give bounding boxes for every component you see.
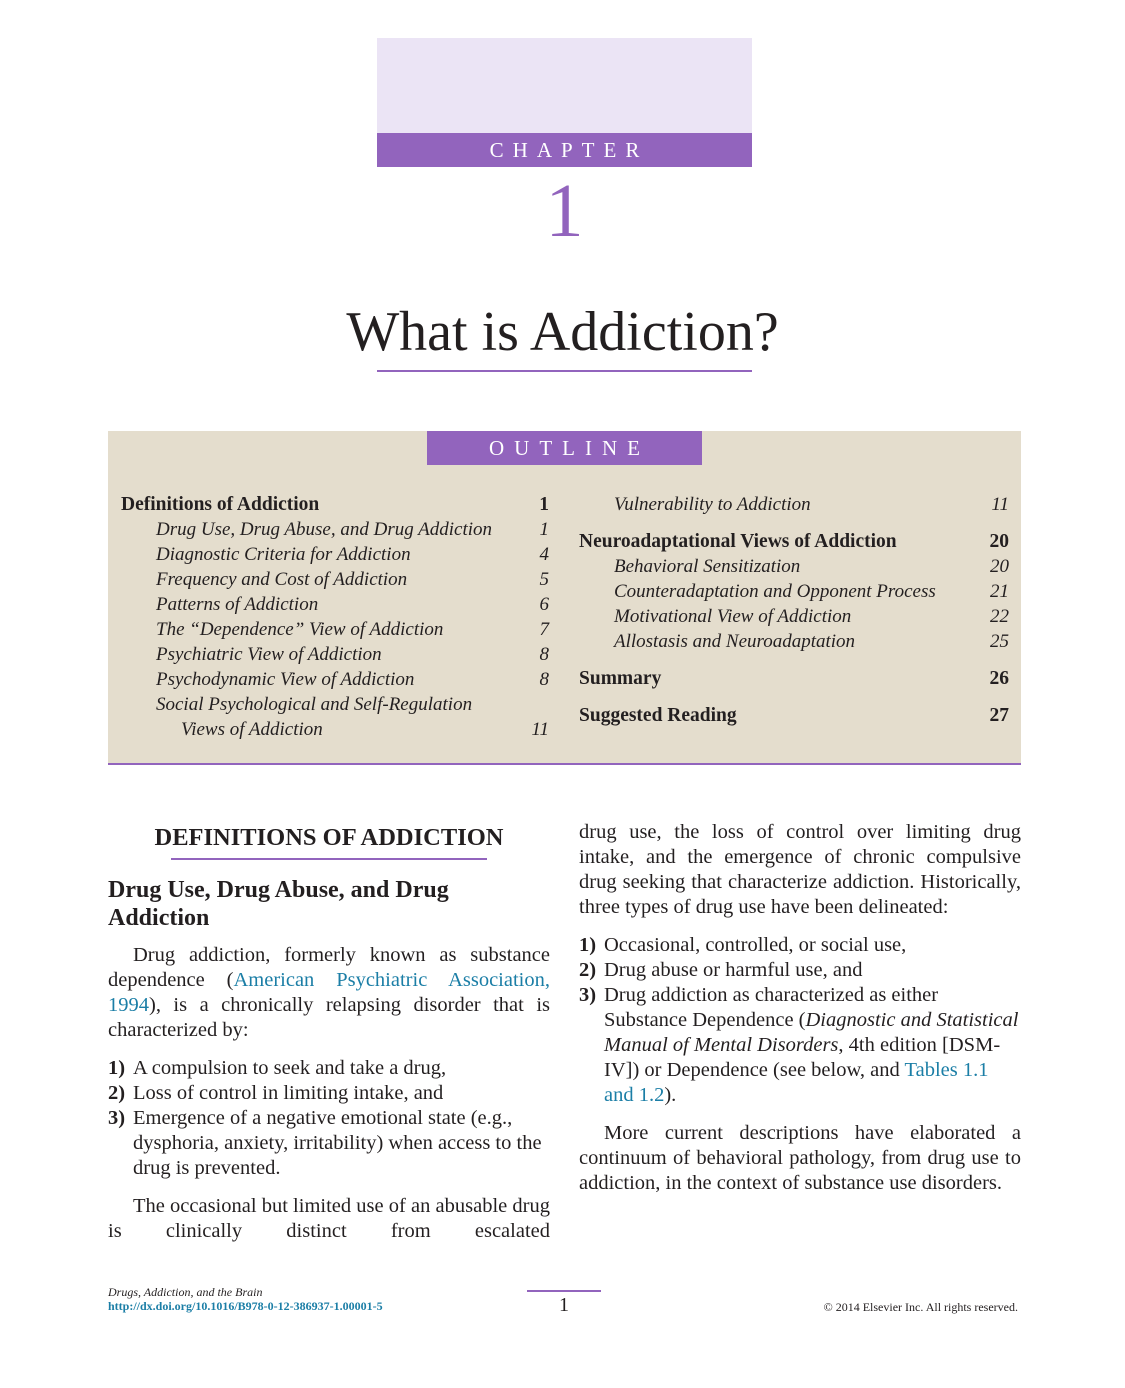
outline-entry[interactable] — [579, 668, 1009, 693]
list-item — [579, 983, 1021, 1108]
outline-entry-title: Vulnerability to Addiction — [614, 494, 811, 515]
outline-entry[interactable] — [121, 519, 549, 544]
paragraph-1-end: ), is a chronically relapsing disorder that is characterized by: — [108, 994, 550, 1041]
outline-entry-page: 8 — [539, 644, 549, 665]
list-item — [108, 1056, 550, 1081]
paragraph-1-text: Drug addiction, formerly known as substance dependence ( — [108, 944, 550, 991]
tables-link[interactable]: Tables 1.1 and 1.2 — [604, 1059, 989, 1106]
body-right-column — [579, 820, 1021, 1209]
outline-entry[interactable] — [121, 669, 549, 694]
list-number: 2) — [108, 1082, 126, 1104]
doi-link[interactable]: http://dx.doi.org/10.1016/B978-0-12-386937-1.00001-5 — [108, 1299, 383, 1313]
outline-entry-page: 8 — [539, 669, 549, 690]
book-title: Drugs, Addiction, and the Brain — [108, 1285, 263, 1299]
outline-entry-page: 20 — [990, 556, 1009, 577]
outline-entry-page: 20 — [989, 531, 1009, 552]
section-rule — [171, 858, 487, 860]
list-item-text: Occasional, controlled, or social use, — [604, 934, 907, 956]
outline-entry[interactable] — [121, 694, 549, 719]
citation-link[interactable]: American Psychiatric Association, 1994 — [108, 969, 550, 1016]
outline-entry[interactable] — [579, 705, 1009, 730]
list-item — [108, 1081, 550, 1106]
criteria-list — [108, 1056, 550, 1181]
list-number: 1) — [579, 934, 597, 956]
list-item-text-cont: , 4th edition [DSM-IV]) or Dependence (see below, and — [604, 1034, 1001, 1081]
outline-entry-page: 25 — [990, 631, 1009, 652]
outline-entry[interactable] — [579, 494, 1009, 519]
outline-label: OUTLINE — [427, 431, 702, 465]
outline-entry-page: 11 — [531, 719, 549, 740]
outline-entry-page: 21 — [990, 581, 1009, 602]
outline-entry-title: Behavioral Sensitization — [614, 556, 801, 577]
outline-entry-title: Frequency and Cost of Addiction — [156, 569, 408, 590]
outline-entry[interactable] — [579, 606, 1009, 631]
paragraph-1 — [108, 943, 550, 1043]
subsection-heading: Drug Use, Drug Abuse, and Drug Addiction — [108, 877, 449, 931]
list-item-text: Loss of control in limiting intake, and — [133, 1082, 444, 1104]
outline-entry-title: Summary — [579, 668, 662, 689]
chapter-title: What is Addiction? — [346, 301, 779, 363]
outline-entry-page: 26 — [989, 668, 1009, 689]
list-number: 3) — [579, 984, 597, 1006]
outline-left-column — [121, 494, 549, 744]
outline-entry-page: 11 — [991, 494, 1009, 515]
outline-entry[interactable] — [121, 544, 549, 569]
outline-entry[interactable] — [121, 619, 549, 644]
outline-entry[interactable] — [121, 594, 549, 619]
outline-entry-title: Psychodynamic View of Addiction — [156, 669, 415, 690]
outline-entry-page: 1 — [539, 494, 549, 515]
outline-entry-page: 6 — [539, 594, 549, 615]
chapter-label: CHAPTER — [377, 133, 752, 167]
list-number: 3) — [108, 1107, 126, 1129]
list-number: 1) — [108, 1057, 126, 1079]
list-item-text: Drug addiction as characterized as either Substance Dependence ( — [604, 984, 939, 1031]
outline-entry-page: 5 — [539, 569, 549, 590]
outline-entry[interactable] — [579, 581, 1009, 606]
outline-entry-title: Drug Use, Drug Abuse, and Drug Addiction — [156, 519, 493, 540]
chapter-header-box — [377, 38, 752, 133]
outline-box — [108, 431, 1021, 765]
outline-entry-title: The “Dependence” View of Addiction — [156, 619, 444, 640]
section-heading: DEFINITIONS OF ADDICTION — [154, 824, 504, 851]
paragraph-2-part-2: drug use, the loss of control over limiting drug intake, and the emergence of chronic compulsive drug seeking that characterize addiction. Historically, three types of drug use have been delineated: — [579, 821, 1021, 918]
outline-entry[interactable] — [579, 631, 1009, 656]
outline-entry-title: Psychiatric View of Addiction — [156, 644, 382, 665]
outline-entry-page: 1 — [539, 519, 549, 540]
outline-entry[interactable] — [579, 531, 1009, 556]
list-item — [108, 1106, 550, 1181]
outline-entry[interactable] — [121, 719, 549, 744]
outline-entry-title: Neuroadaptational Views of Addiction — [579, 531, 897, 552]
list-item — [579, 933, 1021, 958]
paragraph-3: More current descriptions have elaborated a continuum of behavioral pathology, from drug use to addiction, in the context of substance use disorders. — [579, 1122, 1021, 1194]
footer-left — [108, 1285, 383, 1313]
drug-use-types-list — [579, 933, 1021, 1108]
outline-entry-title: Motivational View of Addiction — [614, 606, 852, 627]
body-left-column — [108, 820, 550, 1257]
title-rule — [377, 370, 752, 372]
outline-right-column — [579, 494, 1009, 730]
outline-entry-title: Suggested Reading — [579, 705, 737, 726]
list-item-text: Drug abuse or harmful use, and — [604, 959, 863, 981]
outline-entry-page: 7 — [539, 619, 549, 640]
list-item-text: Emergence of a negative emotional state (e.g., dysphoria, anxiety, irritability) when access to the drug is prevented. — [133, 1107, 542, 1179]
outline-entry-page: 27 — [989, 705, 1009, 726]
outline-entry-title: Allostasis and Neuroadaptation — [614, 631, 856, 652]
list-item-text: A compulsion to seek and take a drug, — [133, 1057, 447, 1079]
outline-entry-page: 22 — [990, 606, 1009, 627]
outline-entry-title: Social Psychological and Self-Regulation — [156, 694, 473, 715]
chapter-number: 1 — [545, 169, 584, 253]
list-item — [579, 958, 1021, 983]
outline-entry-title: Diagnostic Criteria for Addiction — [156, 544, 411, 565]
page-number-rule — [527, 1290, 601, 1292]
list-item-text-end: ). — [664, 1084, 677, 1106]
list-number: 2) — [579, 959, 597, 981]
outline-entry-title: Views of Addiction — [181, 719, 323, 740]
outline-entry[interactable] — [121, 644, 549, 669]
outline-entry[interactable] — [121, 494, 549, 519]
outline-entry-title: Counteradaptation and Opponent Process — [614, 581, 936, 602]
outline-entry-page: 4 — [539, 544, 549, 565]
outline-entry-title: Patterns of Addiction — [156, 594, 319, 615]
dsm-title: Diagnostic and Statistical Manual of Mental Disorders — [604, 1009, 1019, 1056]
copyright: © 2014 Elsevier Inc. All rights reserved. — [823, 1300, 1018, 1314]
outline-entry[interactable] — [579, 556, 1009, 581]
outline-entry-title: Definitions of Addiction — [121, 494, 320, 515]
paragraph-2-part-1: The occasional but limited use of an abusable drug is clinically distinct from escalated — [108, 1195, 550, 1242]
page-number: 1 — [559, 1294, 569, 1316]
outline-entry[interactable] — [121, 569, 549, 594]
